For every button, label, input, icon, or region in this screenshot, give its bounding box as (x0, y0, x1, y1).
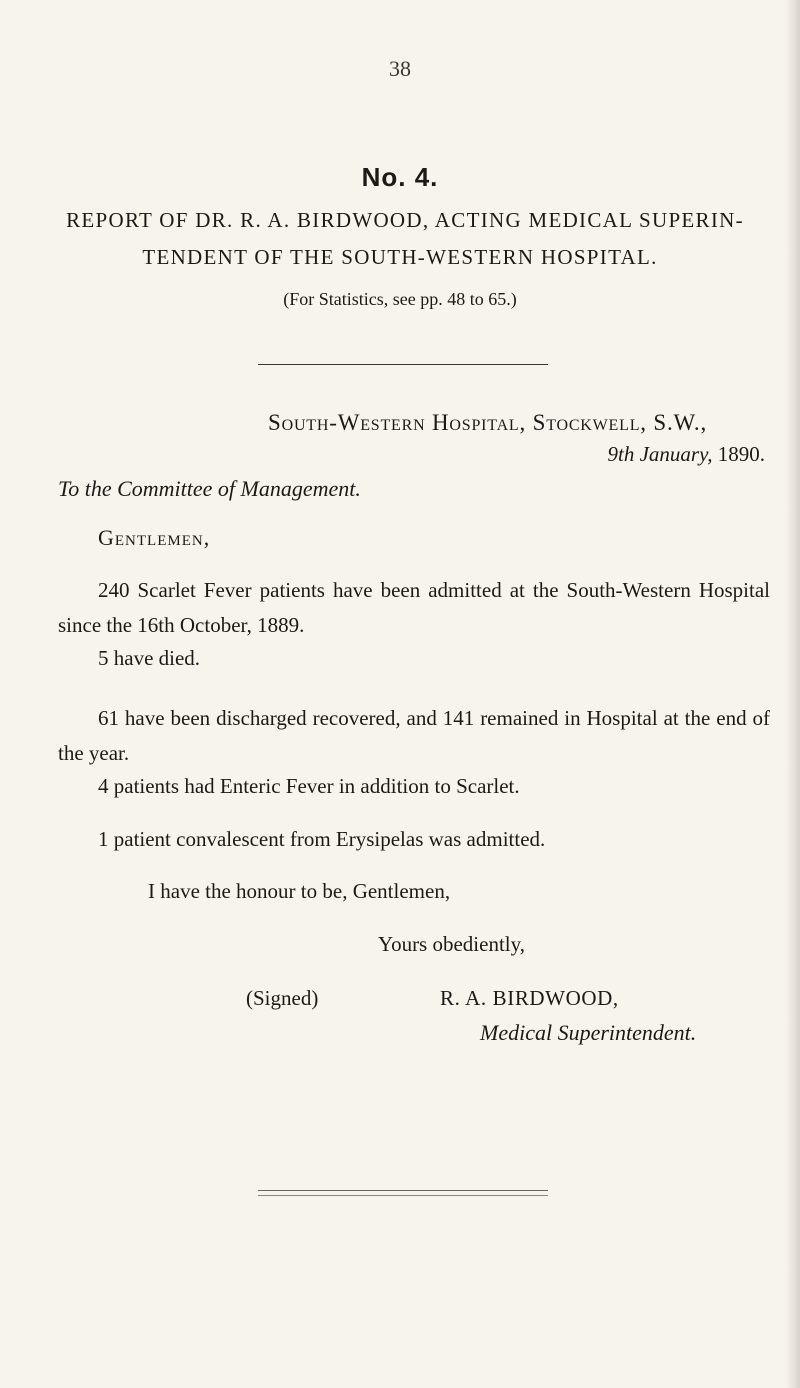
page-edge-shadow (786, 0, 800, 1388)
paragraph-deaths: 5 have died. (98, 646, 201, 670)
signatory-title: Medical Superintendent. (480, 1020, 697, 1045)
paragraph-erysipelas: 1 patient convalescent from Erysipelas was admitted. (98, 827, 546, 851)
letter-salutation: Gentlemen, (98, 525, 211, 550)
report-title-line-1: REPORT OF DR. R. A. BIRDWOOD, ACTING MEDICAL SUPERIN- (66, 208, 744, 232)
letter-date-day-month: 9th January, (607, 442, 713, 466)
letter-date-year: 1890. (717, 442, 765, 466)
report-number: No. 4. (361, 162, 439, 192)
page-number: 38 (389, 56, 411, 81)
letter-address: South-Western Hospital, Stockwell, S.W., (268, 410, 708, 435)
letter-addressee: To the Committee of Management. (58, 476, 361, 501)
bottom-rule (258, 1190, 548, 1191)
signed-label: (Signed) (246, 986, 319, 1010)
signatory-name: R. A. BIRDWOOD, (440, 986, 619, 1010)
letter-closing: I have the honour to be, Gentlemen, (148, 879, 451, 903)
letter-valediction: Yours obediently, (378, 932, 526, 956)
letter-date (500, 442, 765, 467)
paragraph-enteric-fever: 4 patients had Enteric Fever in addition to Scarlet. (98, 774, 520, 798)
report-title-line-2: TENDENT OF THE SOUTH-WESTERN HOSPITAL. (142, 245, 658, 269)
paragraph-admissions: 240 Scarlet Fever patients have been admitted at the South-Western Hospital since the 16th October, 1889. (58, 578, 770, 637)
section-divider (258, 364, 548, 365)
paragraph-discharges: 61 have been discharged recovered, and 141 remained in Hospital at the end of the year. (58, 706, 770, 765)
statistics-note: (For Statistics, see pp. 48 to 65.) (283, 289, 517, 309)
bottom-rule-secondary (258, 1195, 548, 1196)
